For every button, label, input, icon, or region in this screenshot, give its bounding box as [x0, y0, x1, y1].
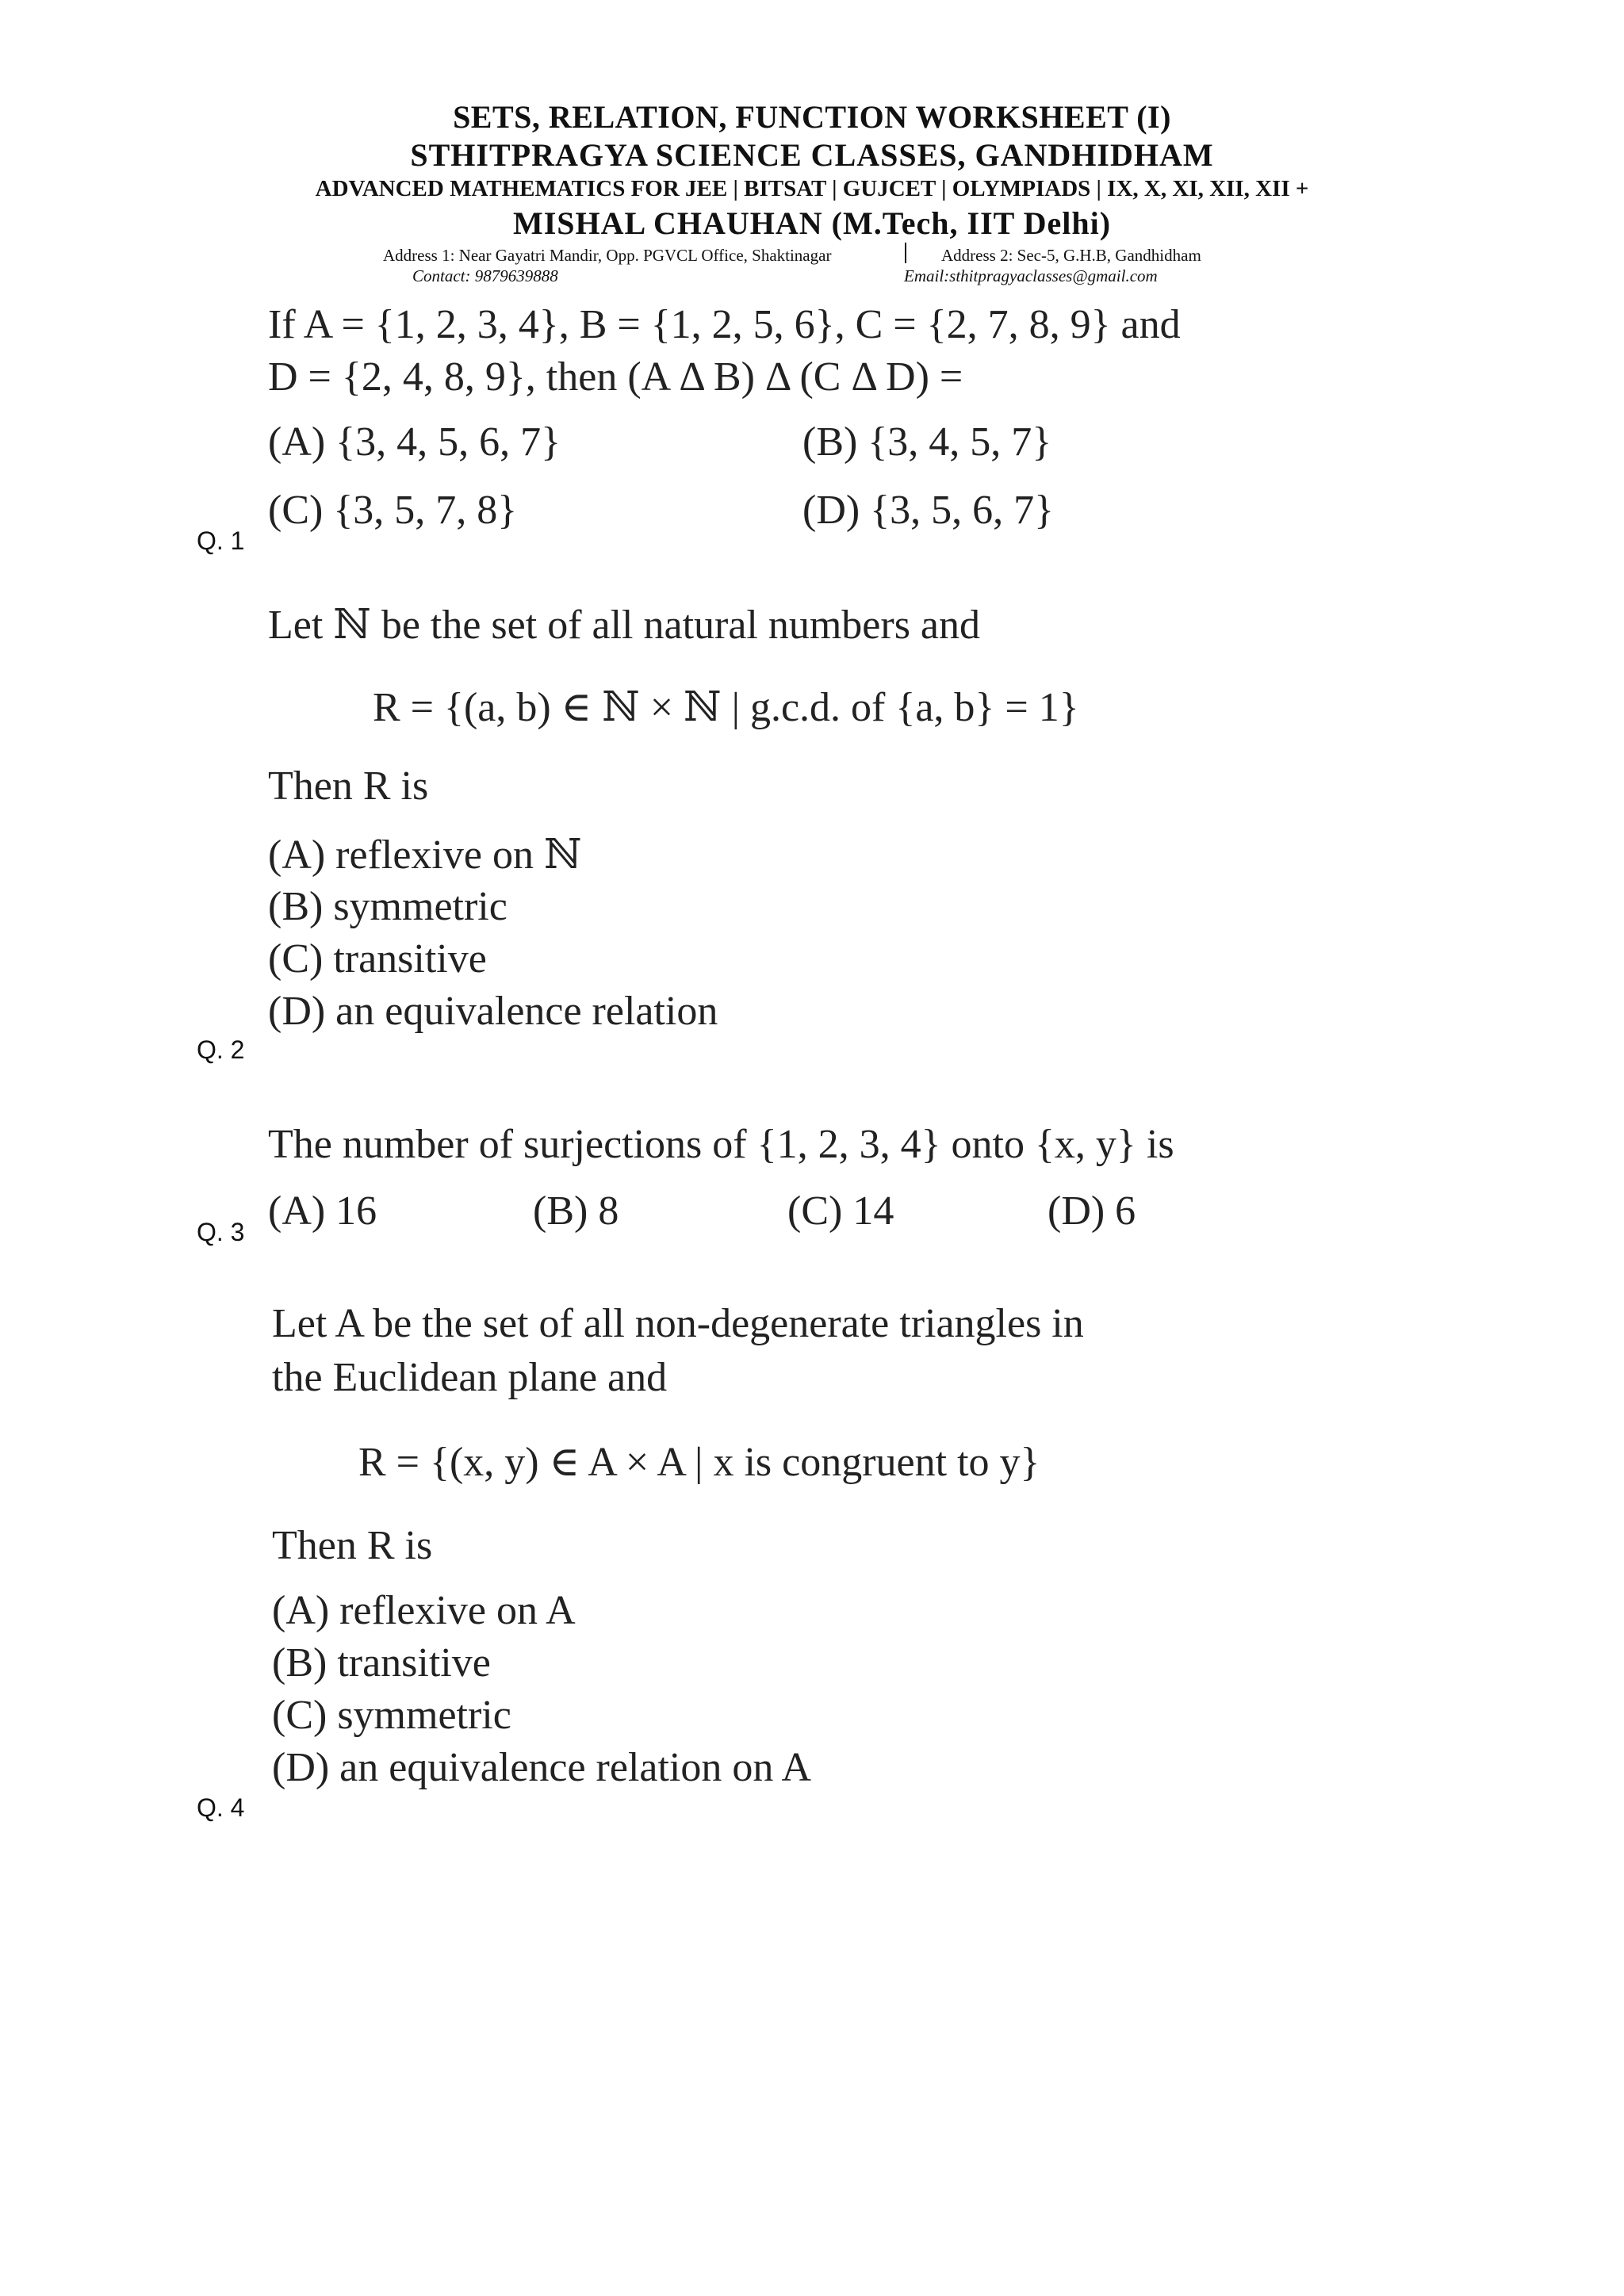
q2-option-d: (D) an equivalence relation — [268, 989, 718, 1034]
address-2: Address 2: Sec-5, G.H.B, Gandhidham — [941, 246, 1201, 265]
q3-label: Q. 3 — [197, 1218, 245, 1246]
q1-line-2: D = {2, 4, 8, 9}, then (A Δ B) Δ (C Δ D) = — [268, 354, 963, 400]
q4-line-1: Let A be the set of all non-degenerate triangles in — [272, 1301, 1084, 1346]
q4-option-c: (C) symmetric — [272, 1693, 511, 1738]
q4-line-2: the Euclidean plane and — [272, 1355, 668, 1400]
q4-line-4: Then R is — [272, 1523, 433, 1568]
q2-label: Q. 2 — [197, 1035, 245, 1064]
q2-line-2: R = {(a, b) ∈ ℕ × ℕ | g.c.d. of {a, b} = 1} — [373, 685, 1079, 730]
q2-line-3: Then R is — [268, 763, 429, 809]
worksheet-title: SETS, RELATION, FUNCTION WORKSHEET (I) — [453, 99, 1171, 135]
q1-line-1: If A = {1, 2, 3, 4}, B = {1, 2, 5, 6}, C = {2, 7, 8, 9} and — [268, 302, 1181, 347]
q3-option-a: (A) 16 — [268, 1188, 377, 1234]
subtitle: ADVANCED MATHEMATICS FOR JEE | BITSAT | GUJCET | OLYMPIADS | IX, X, XI, XII, XII + — [315, 176, 1309, 201]
q2-option-c: (C) transitive — [268, 936, 487, 982]
address-divider — [905, 243, 906, 263]
q4-option-b: (B) transitive — [272, 1640, 491, 1686]
q3-option-c: (C) 14 — [787, 1188, 894, 1234]
contact: Contact: 9879639888 — [412, 266, 558, 285]
q2-line-1: Let ℕ be the set of all natural numbers and — [268, 603, 981, 648]
q4-line-3: R = {(x, y) ∈ A × A | x is congruent to y} — [358, 1440, 1040, 1485]
institute-name: STHITPRAGYA SCIENCE CLASSES, GANDHIDHAM — [410, 137, 1214, 173]
address-1: Address 1: Near Gayatri Mandir, Opp. PGVCL Office, Shaktinagar — [383, 246, 832, 265]
q2-option-b: (B) symmetric — [268, 884, 508, 929]
email: Email:sthitpragyaclasses@gmail.com — [904, 266, 1158, 285]
teacher-name: MISHAL CHAUHAN (M.Tech, IIT Delhi) — [512, 205, 1112, 241]
q1-option-b: (B) {3, 4, 5, 7} — [802, 419, 1052, 465]
q4-label: Q. 4 — [197, 1793, 245, 1822]
q3-option-b: (B) 8 — [533, 1188, 619, 1234]
q1-option-d: (D) {3, 5, 6, 7} — [802, 488, 1055, 533]
q1-option-c: (C) {3, 5, 7, 8} — [268, 488, 518, 533]
q3-option-d: (D) 6 — [1048, 1188, 1136, 1234]
q3-line-1: The number of surjections of {1, 2, 3, 4} onto {x, y} is — [268, 1122, 1174, 1167]
q4-option-a: (A) reflexive on A — [272, 1588, 576, 1633]
q1-option-a: (A) {3, 4, 5, 6, 7} — [268, 419, 561, 465]
q4-option-d: (D) an equivalence relation on A — [272, 1745, 812, 1790]
q2-option-a: (A) reflexive on ℕ — [268, 832, 582, 878]
q1-label: Q. 1 — [197, 526, 245, 555]
